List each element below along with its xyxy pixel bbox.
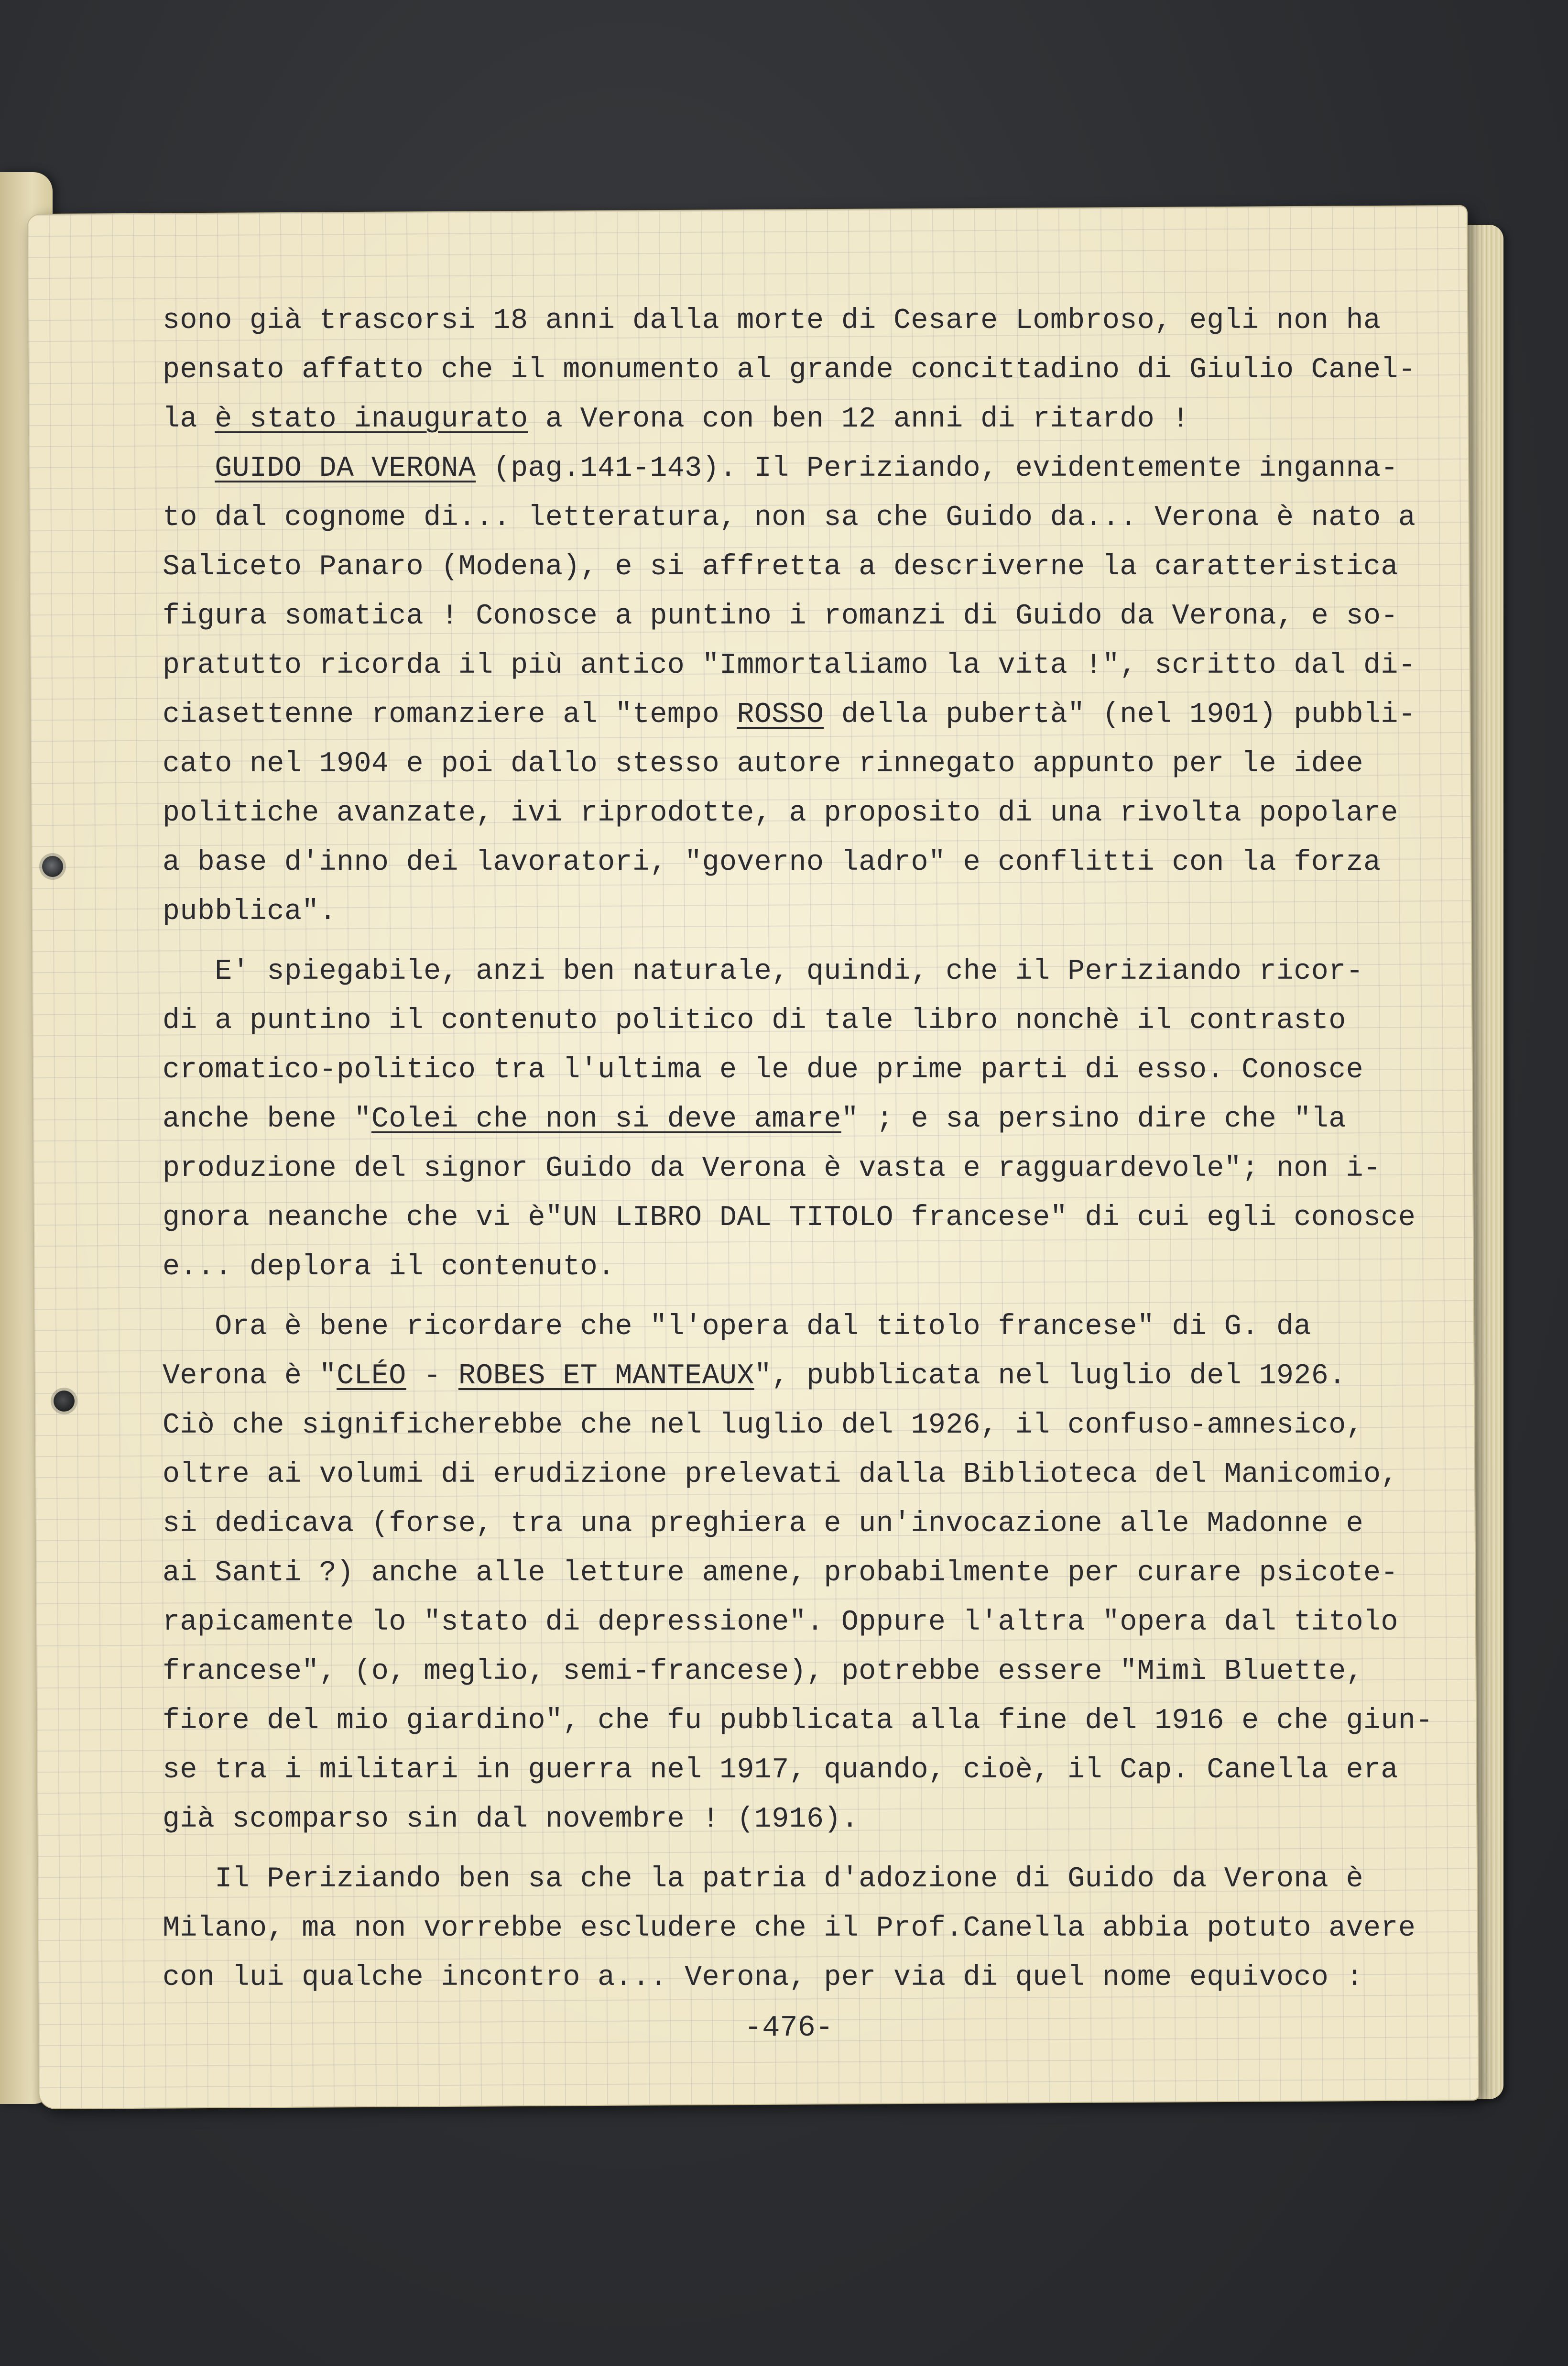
- text-segment: sono già trascorsi 18 anni dalla morte di Cesare Lombroso, egli non ha: [163, 305, 1381, 337]
- text-line: [163, 1746, 1434, 1795]
- text-line: [163, 1401, 1434, 1450]
- underlined-text: CLÉO: [337, 1360, 406, 1392]
- binding-hole-icon: [54, 1391, 75, 1412]
- text-line: [163, 947, 1434, 997]
- text-line: [163, 1352, 1434, 1401]
- text-segment: ", pubblicata nel luglio del 1926.: [754, 1360, 1346, 1392]
- underlined-text: ROBES ET MANTEAUX: [458, 1360, 754, 1392]
- text-segment: E' spiegabile, anzi ben naturale, quindi, che il Periziando ricor-: [163, 955, 1364, 988]
- text-line: [163, 1194, 1434, 1243]
- text-line: [163, 1598, 1434, 1647]
- text-segment: se tra i militari in guerra nel 1917, quando, cioè, il Cap. Canella era: [163, 1754, 1398, 1786]
- text-segment: politiche avanzate, ivi riprodotte, a proposito di una rivolta popolare: [163, 797, 1398, 830]
- text-line: [163, 1904, 1434, 1953]
- text-segment: figura somatica ! Conosce a puntino i romanzi di Guido da Verona, e so-: [163, 600, 1398, 633]
- text-line: [163, 1500, 1434, 1549]
- text-segment: pensato affatto che il monumento al grande concittadino di Giulio Canel-: [163, 354, 1416, 386]
- text-segment: cromatico-politico tra l'ultima e le due prime parti di esso. Conosce: [163, 1054, 1364, 1086]
- text-line: [163, 346, 1434, 395]
- text-line: [163, 1243, 1434, 1292]
- text-line: [163, 838, 1434, 887]
- text-segment: fiore del mio giardino", che fu pubblicata alla fine del 1916 e che giun-: [163, 1705, 1433, 1737]
- underlined-text: GUIDO DA VERONA: [215, 452, 476, 485]
- text-segment: " ; e sa persino dire che "la: [841, 1103, 1346, 1136]
- text-segment: Milano, ma non vorrebbe escludere che il Prof.Canella abbia potuto avere: [163, 1912, 1416, 1945]
- text-segment: rapicamente lo "stato di depressione". Oppure l'altra "opera dal titolo: [163, 1606, 1398, 1639]
- text-line: [163, 887, 1434, 937]
- underlined-text: è stato inaugurato: [215, 403, 528, 436]
- text-segment: oltre ai volumi di erudizione prelevati dalla Biblioteca del Manicomio,: [163, 1458, 1398, 1491]
- text-segment: [163, 452, 215, 485]
- text-line: [163, 543, 1434, 592]
- text-segment: (pag.141-143). Il Periziando, evidentemente inganna-: [476, 452, 1398, 485]
- text-line: [163, 641, 1434, 690]
- text-line: [163, 395, 1434, 444]
- text-line: [163, 1549, 1434, 1598]
- text-segment: pubblica".: [163, 896, 337, 928]
- text-segment: e... deplora il contenuto.: [163, 1251, 615, 1283]
- text-line: [163, 740, 1434, 789]
- text-line: [163, 1647, 1434, 1697]
- text-line: [163, 1095, 1434, 1144]
- page-body-text: [163, 296, 1434, 2003]
- text-segment: ai Santi ?) anche alle letture amene, probabilmente per curare psicote-: [163, 1557, 1398, 1589]
- text-segment: a base d'inno dei lavoratori, "governo ladro" e conflitti con la forza: [163, 846, 1381, 879]
- underlined-text: Colei che non si deve amare: [371, 1103, 841, 1136]
- page-number: -476-: [744, 2011, 834, 2045]
- text-segment: Saliceto Panaro (Modena), e si affretta a descriverne la caratteristica: [163, 551, 1398, 583]
- text-line: [163, 1855, 1434, 1904]
- text-line: [163, 690, 1434, 740]
- text-segment: si dedicava (forse, tra una preghiera e un'invocazione alle Madonne e: [163, 1508, 1364, 1540]
- text-segment: Ciò che significherebbe che nel luglio del 1926, il confuso-amnesico,: [163, 1409, 1364, 1442]
- text-line: [163, 1953, 1434, 2003]
- text-line: [163, 296, 1434, 346]
- text-segment: gnora neanche che vi è"UN LIBRO DAL TITOLO francese" di cui egli conosce: [163, 1202, 1416, 1234]
- underlined-text: ROSSO: [737, 699, 824, 731]
- text-segment: di a puntino il contenuto politico di tale libro nonchè il contrasto: [163, 1005, 1346, 1037]
- text-segment: produzione del signor Guido da Verona è vasta e ragguardevole"; non i-: [163, 1152, 1381, 1185]
- text-line: [163, 1046, 1434, 1095]
- text-segment: della pubertà" (nel 1901) pubbli-: [824, 699, 1416, 731]
- text-segment: pratutto ricorda il più antico "Immortaliamo la vita !", scritto dal di-: [163, 649, 1416, 682]
- text-segment: con lui qualche incontro a... Verona, per via di quel nome equivoco :: [163, 1961, 1364, 1994]
- text-line: [163, 1144, 1434, 1194]
- text-segment: anche bene ": [163, 1103, 371, 1136]
- text-line: [163, 1303, 1434, 1352]
- text-segment: -: [406, 1360, 458, 1392]
- text-segment: Verona è ": [163, 1360, 337, 1392]
- text-segment: Il Periziando ben sa che la patria d'adozione di Guido da Verona è: [163, 1863, 1364, 1895]
- text-segment: la: [163, 403, 215, 436]
- text-line: [163, 493, 1434, 543]
- text-line: [163, 1697, 1434, 1746]
- text-segment: a Verona con ben 12 anni di ritardo !: [528, 403, 1189, 436]
- text-segment: ciasettenne romanziere al "tempo: [163, 699, 737, 731]
- text-segment: già scomparso sin dal novembre ! (1916).: [163, 1803, 859, 1836]
- text-segment: to dal cognome di... letteratura, non sa che Guido da... Verona è nato a: [163, 502, 1416, 534]
- text-line: [163, 997, 1434, 1046]
- text-line: [163, 444, 1434, 493]
- binding-ring-icon: [42, 856, 63, 877]
- text-segment: francese", (o, meglio, semi-francese), potrebbe essere "Mimì Bluette,: [163, 1655, 1364, 1688]
- text-line: [163, 1450, 1434, 1500]
- text-segment: cato nel 1904 e poi dallo stesso autore rinnegato appunto per le idee: [163, 748, 1364, 780]
- text-line: [163, 592, 1434, 641]
- text-line: [163, 789, 1434, 838]
- text-segment: Ora è bene ricordare che "l'opera dal titolo francese" di G. da: [163, 1311, 1311, 1343]
- text-line: [163, 1795, 1434, 1844]
